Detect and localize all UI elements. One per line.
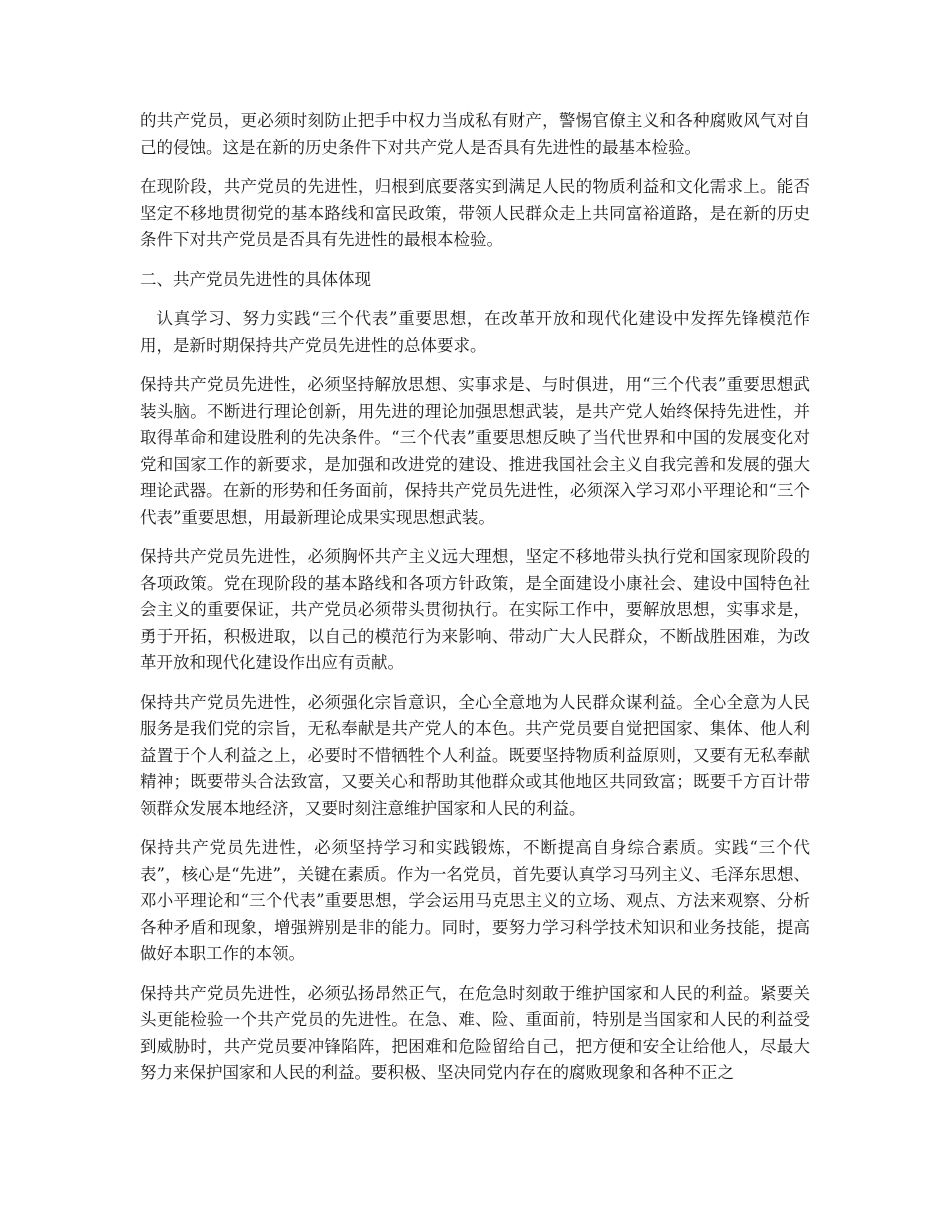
paragraph-6: 保持共产党员先进性，必须强化宗旨意识，全心全意地为人民群众谋利益。全心全意为人民服务是我们党的宗旨，无私奉献是共产党人的本色。共产党员要自觉把国家、集体、他人利益置于个人利益之上，必要时不惜牺牲个人利益。既要坚持物质利益原则，又要有无私奉献精神；既要带头合法致富，又要关心和帮助其他群众或其他地区共同致富；既要千方百计带领群众发展本地经济，又要时刻注意维护国家和人民的利益。 — [140, 692, 810, 818]
paragraph-5: 保持共产党员先进性，必须胸怀共产主义远大理想，坚定不移地带头执行党和国家现阶段的各项政策。党在现阶段的基本路线和各项方针政策，是全面建设小康社会、建设中国特色社会主义的重要保证，共产党员必须带头贯彻执行。在实际工作中，要解放思想，实事求是，勇于开拓，积极进取，以自己的模范行为来影响、带动广大人民群众，不断战胜困难，为改革开放和现代化建设作出应有贡献。 — [140, 547, 810, 672]
document-page — [140, 108, 810, 1100]
paragraph-8: 保持共产党员先进性，必须弘扬昂然正气，在危急时刻敢于维护国家和人民的利益。紧要关头更能检验一个共产党员的先进性。在急、难、险、重面前，特别是当国家和人民的利益受到威胁时，共产党员要冲锋陷阵，把困难和危险留给自己，把方便和安全让给他人，尽最大努力来保护国家和人民的利益。要积极、坚决同党内存在的腐败现象和各种不正之 — [140, 983, 810, 1082]
paragraph-4: 保持共产党员先进性，必须坚持解放思想、实事求是、与时俱进，用“三个代表”重要思想武装头脑。不断进行理论创新，用先进的理论加强思想武装，是共产党人始终保持先进性，并取得革命和建设胜利的先决条件。“三个代表”重要思想反映了当代世界和中国的发展变化对党和国家工作的新要求，是加强和改进党的建设、推进我国社会主义自我完善和发展的强大理论武器。在新的形势和任务面前，保持共产党员先进性，必须深入学习邓小平理论和“三个代表”重要思想，用最新理论成果实现思想武装。 — [140, 375, 810, 527]
paragraph-3: 认真学习、努力实践“三个代表”重要思想，在改革开放和现代化建设中发挥先锋模范作用，是新时期保持共产党员先进性的总体要求。 — [140, 309, 810, 355]
section-heading: 二、共产党员先进性的具体体现 — [140, 269, 371, 289]
paragraph-2: 在现阶段，共产党员的先进性，归根到底要落实到满足人民的物质利益和文化需求上。能否坚定不移地贯彻党的基本路线和富民政策，带领人民群众走上共同富裕道路，是在新的历史条件下对共产党员是否具有先进性的最根本检验。 — [140, 177, 810, 249]
paragraph-1: 的共产党员，更必须时刻防止把手中权力当成私有财产，警惕官僚主义和各种腐败风气对自己的侵蚀。这是在新的历史条件下对共产党人是否具有先进性的最基本检验。 — [140, 111, 810, 157]
paragraph-7: 保持共产党员先进性，必须坚持学习和实践锻炼，不断提高自身综合素质。实践“三个代表”，核心是“先进”，关键在素质。作为一名党员，首先要认真学习马列主义、毛泽东思想、邓小平理论和“三个代表”重要思想，学会运用马克思主义的立场、观点、方法来观察、分析各种矛盾和现象，增强辨别是非的能力。同时，要努力学习科学技术知识和业务技能，提高做好本职工作的本领。 — [140, 838, 810, 963]
